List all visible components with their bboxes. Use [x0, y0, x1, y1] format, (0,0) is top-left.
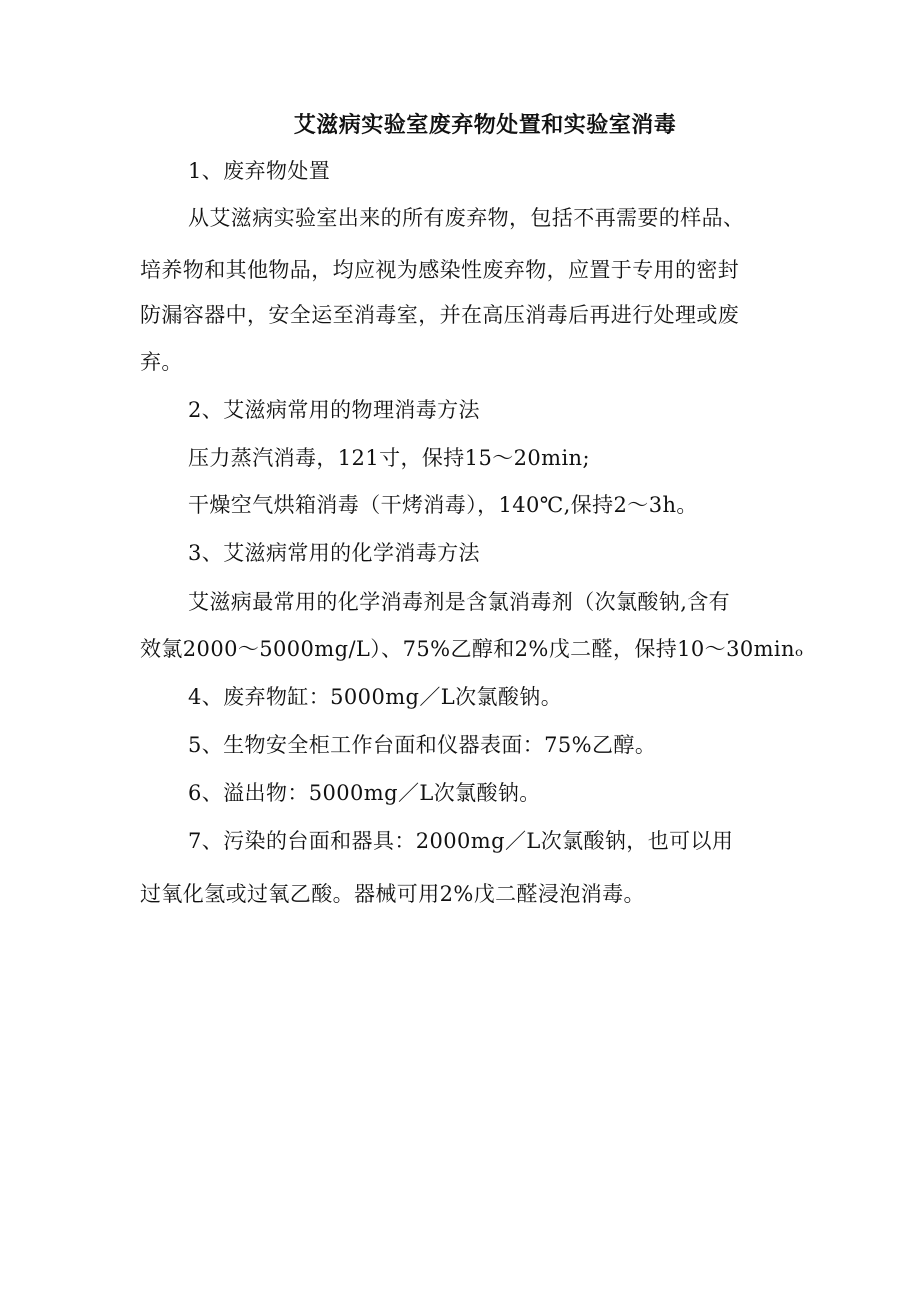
paragraph-1-line-2: 培养物和其他物品，均应视为感染性废弃物，应置于专用的密封	[140, 258, 740, 282]
section-2-heading: 2、艾滋病常用的物理消毒方法	[188, 398, 480, 422]
paragraph-1-line-1: 从艾滋病实验室出来的所有废弃物，包括不再需要的样品、	[188, 206, 745, 230]
item-5: 5、生物安全柜工作台面和仪器表面：75%乙醇。	[188, 733, 657, 757]
paragraph-1-line-4: 弃。	[140, 350, 183, 374]
section-3-heading: 3、艾滋病常用的化学消毒方法	[188, 541, 480, 565]
section-1-heading: 1、废弃物处置	[188, 159, 331, 183]
physical-method-2: 干燥空气烘箱消毒（干烤消毒），140℃,保持2～3h。	[188, 493, 698, 517]
item-6: 6、溢出物：5000mg／L次氯酸钠。	[188, 781, 541, 805]
paragraph-3-line-2: 效氯2000～5000mg/L）、75%乙醇和2%戊二醛，保持10～30minₒ	[140, 637, 804, 661]
item-4: 4、废弃物缸：5000mg／L次氯酸钠。	[188, 685, 563, 709]
physical-method-1: 压力蒸汽消毒，121寸，保持15～20min;	[188, 446, 590, 470]
item-7-line-2: 过氧化氢或过氧乙酸。器械可用2%戊二醛浸泡消毒。	[140, 882, 645, 906]
paragraph-1-line-3: 防漏容器中，安全运至消毒室，并在高压消毒后再进行处理或废	[140, 303, 740, 327]
item-7-line-1: 7、污染的台面和器具：2000mg／L次氯酸钠，也可以用	[188, 829, 734, 853]
document-title: 艾滋病实验室废弃物处置和实验室消毒	[293, 112, 677, 138]
paragraph-3-line-1: 艾滋病最常用的化学消毒剂是含氯消毒剂（次氯酸钠,含有	[188, 590, 731, 614]
